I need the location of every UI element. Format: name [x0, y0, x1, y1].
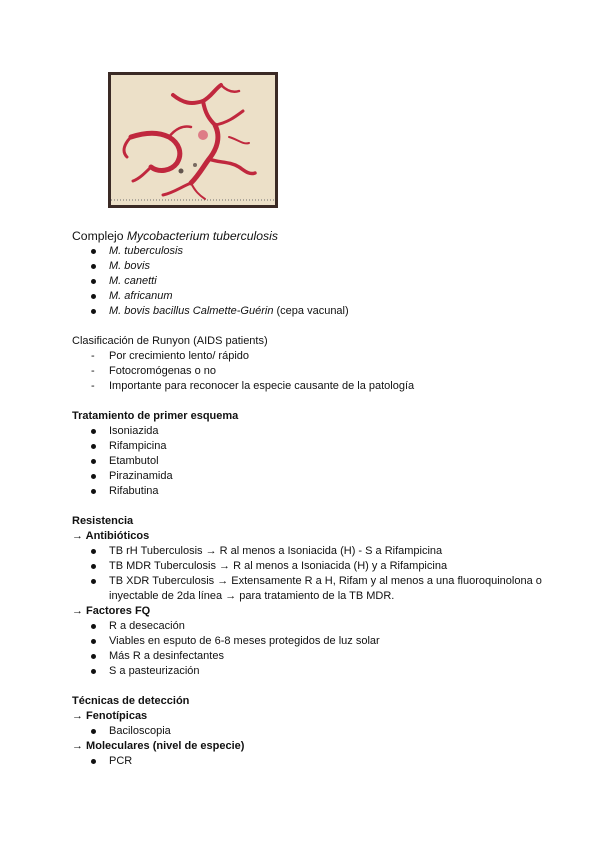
- list-item: M. tuberculosis: [72, 244, 542, 259]
- fenotipicas-list: [72, 724, 542, 739]
- tratamiento-title: Tratamiento de primer esquema: [72, 410, 239, 422]
- tratamiento-list: [72, 424, 542, 499]
- micrograph-image: [108, 72, 278, 208]
- runyon-title: Clasificación de Runyon (AIDS patients): [72, 335, 268, 347]
- list-item: Rifabutina: [72, 484, 542, 499]
- complejo-list: [72, 244, 542, 319]
- list-item: Pirazinamida: [72, 469, 542, 484]
- list-item: Baciloscopia: [72, 724, 542, 739]
- fenotipicas-subtitle: → Fenotípicas: [72, 710, 148, 722]
- list-item: M. africanum: [72, 289, 542, 304]
- antibioticos-list: [72, 544, 542, 604]
- list-item: TB XDR Tuberculosis → Extensamente R a H, Rifam y al menos a una fluoroquinolona o inyectable de 2da línea → para tratamiento de la TB MDR.: [72, 574, 542, 604]
- list-item: Isoniazida: [72, 424, 542, 439]
- list-item: R a desecación: [72, 619, 542, 634]
- notes-content: [72, 228, 542, 769]
- list-item: Más R a desinfectantes: [72, 649, 542, 664]
- list-item: M. bovis bacillus Calmette-Guérin (cepa vacunal): [72, 304, 542, 319]
- moleculares-subtitle: → Moleculares (nivel de especie): [72, 740, 245, 752]
- runyon-list: [72, 349, 542, 394]
- antibioticos-subtitle: → Antibióticos: [72, 530, 150, 542]
- list-item: M. bovis: [72, 259, 542, 274]
- tecnicas-title: Técnicas de detección: [72, 695, 190, 707]
- factores-list: [72, 619, 542, 679]
- factores-subtitle: → Factores FQ: [72, 605, 151, 617]
- mycobacterium-cord-image: [111, 75, 275, 205]
- list-item: S a pasteurización: [72, 664, 542, 679]
- list-item: - Por crecimiento lento/ rápido: [72, 349, 542, 364]
- list-item: TB rH Tuberculosis → R al menos a Isoniacida (H) - S a Rifampicina: [72, 544, 542, 559]
- list-item: PCR: [72, 754, 542, 769]
- list-item: - Fotocromógenas o no: [72, 364, 542, 379]
- list-item: Etambutol: [72, 454, 542, 469]
- complejo-title: Complejo Mycobacterium tuberculosis: [72, 229, 278, 243]
- list-item: Viables en esputo de 6-8 meses protegidos de luz solar: [72, 634, 542, 649]
- list-item: TB MDR Tuberculosis → R al menos a Isoniacida (H) y a Rifampicina: [72, 559, 542, 574]
- list-item: M. canetti: [72, 274, 542, 289]
- list-item: Rifampicina: [72, 439, 542, 454]
- resistencia-title: Resistencia: [72, 515, 134, 527]
- list-item: - Importante para reconocer la especie causante de la patología: [72, 379, 542, 394]
- moleculares-list: [72, 754, 542, 769]
